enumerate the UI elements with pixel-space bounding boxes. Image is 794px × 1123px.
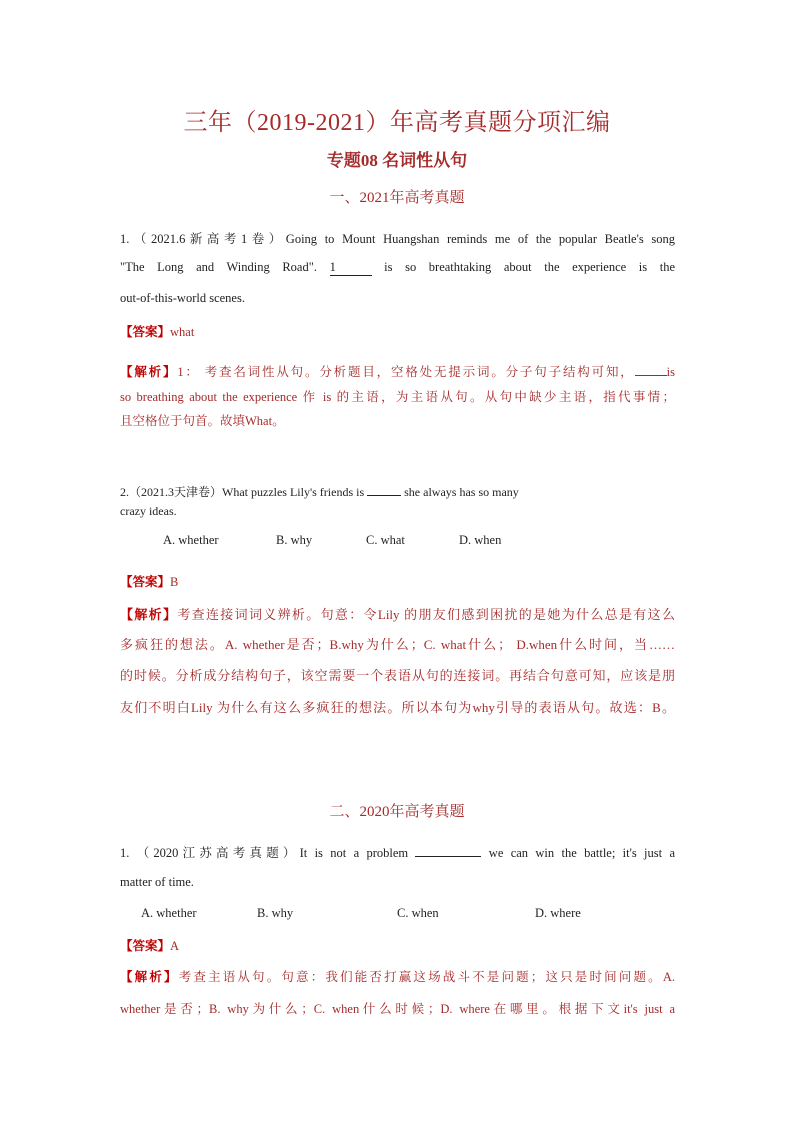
analysis-2021-2 (120, 604, 675, 623)
question-line: out-of-this-world scenes. (120, 291, 245, 305)
analysis-2020-1 (120, 967, 675, 985)
question-2021-1 (120, 229, 675, 247)
analysis-line: 的时候。分析成分结构句子，该空需要一个表语从句的连接词。再结合句意可知，应该是朋 (120, 668, 675, 683)
analysis-label: 【解析】 (120, 970, 179, 984)
answer-blank (415, 856, 481, 857)
option-a[interactable]: A. whether (141, 906, 197, 920)
question-line: crazy ideas. (120, 504, 177, 518)
analysis-label: 【解析】 (120, 365, 178, 379)
analysis-text: 考查主语从句。句意：我们能否打赢这场战斗不是问题；这只是时间问题。A. (178, 970, 675, 984)
topic-subtitle: 专题08 名词性从句 (326, 151, 468, 170)
question-text: she always has so many (404, 485, 519, 499)
option-b[interactable]: B. why (276, 533, 313, 547)
options-2020-1 (0, 906, 794, 924)
section-heading-2021: 一、2021年高考真题 (329, 190, 465, 206)
analysis-text: 考查连接词词义辨析。句意：令Lily 的朋友们感到困扰的是她为什么总是有这么 (177, 607, 675, 622)
question-line: matter of time. (120, 875, 194, 889)
question-2020-1 (120, 843, 675, 861)
analysis-blank (635, 375, 667, 376)
option-c[interactable]: C. when (397, 906, 439, 920)
question-line: 1.（2021.6新高考1卷）Going to Mount Huangshan reminds me of the popular Beatle's song (120, 232, 675, 246)
analysis-label: 【解析】 (120, 607, 178, 622)
answer-label: 【答案】 (120, 325, 171, 339)
answer-row (120, 936, 179, 954)
answer-value: A (170, 939, 180, 953)
option-a[interactable]: A. whether (163, 533, 219, 547)
option-c[interactable]: C. what (366, 533, 405, 547)
question-text: we can win the battle; it's just a (488, 846, 676, 860)
question-text: "The Long and Winding Road". (120, 260, 317, 274)
analysis-text: is (666, 365, 675, 379)
analysis-line: whether是否；B. why为什么；C. when什么时候；D. where在哪里。根据下文it's just a (120, 1002, 675, 1016)
question-text: is so breathtaking about the experience is the (384, 260, 675, 274)
analysis-2021-1 (120, 362, 675, 380)
answer-value: B (170, 575, 179, 589)
answer-value: what (170, 325, 195, 339)
answer-blank (367, 495, 401, 496)
analysis-line: so breathing about the experience 作 is 的主语，为主语从句。从句中缺少主语，指代事情； (120, 390, 675, 404)
answer-row (120, 572, 178, 590)
analysis-line: 友们不明白Lily 为什么有这么多疯狂的想法。所以本句为why引导的表语从句。故选：B。 (120, 700, 675, 715)
answer-row (120, 322, 194, 340)
document-title: 三年（2019-2021）年高考真题分项汇编 (183, 110, 611, 136)
answer-blank: 1 (330, 260, 372, 276)
answer-label: 【答案】 (120, 575, 171, 589)
section-heading-2020: 二、2020年高考真题 (329, 804, 465, 820)
analysis-line: 且空格位于句首。故填What。 (120, 414, 285, 428)
question-text: 2.（2021.3天津卷）What puzzles Lily's friends is (120, 485, 365, 499)
question-2021-2 (120, 483, 640, 500)
options-2021-2 (0, 533, 794, 551)
option-b[interactable]: B. why (257, 906, 294, 920)
question-text: 1. （2020江苏高考真题）It is not a problem (120, 846, 409, 860)
option-d[interactable]: D. where (535, 906, 581, 920)
analysis-text: 1： 考查名词性从句。分析题目，空格处无提示词。分子句子结构可知， (177, 365, 635, 379)
option-d[interactable]: D. when (459, 533, 502, 547)
analysis-line: 多疯狂的想法。A. whether是否；B.why为什么；C. what什么； D.when什么时间，当…… (120, 637, 675, 652)
question-2021-1-line2 (120, 260, 675, 276)
answer-label: 【答案】 (120, 939, 171, 953)
